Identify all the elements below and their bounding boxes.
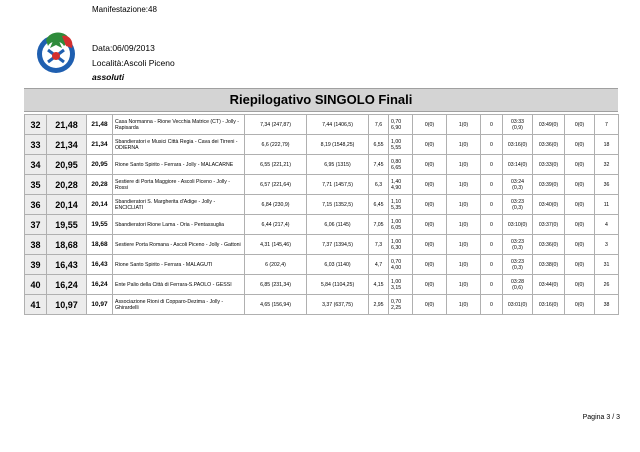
- count-3-cell: 0: [481, 215, 503, 235]
- group-name-cell: Sbandieratori S. Margherita d'Adige - Jolly - ENCICLIATI: [113, 195, 245, 215]
- score-2-cell: 6,95 (1315): [307, 155, 369, 175]
- count-4-cell: 0(0): [565, 215, 595, 235]
- score-3-cell: 7,6: [369, 115, 389, 135]
- order-cell: 3: [595, 235, 619, 255]
- order-cell: 31: [595, 255, 619, 275]
- time-1-cell: 03:14(0): [503, 155, 533, 175]
- group-name-cell: Associazione Rioni di Copparo-Dezima - Jolly - Ghirardelli: [113, 295, 245, 315]
- position-cell: 38: [25, 235, 47, 255]
- group-name-cell: Rione Santo Spirito - Ferrara - MALAGUTI: [113, 255, 245, 275]
- count-3-cell: 0: [481, 135, 503, 155]
- count-4-cell: 0(0): [565, 275, 595, 295]
- group-name-cell: Sestiere di Porta Maggiore - Ascoli Piceno - Jolly - Rossi: [113, 175, 245, 195]
- score-cell: 20,28: [87, 175, 113, 195]
- manifestazione-label: Manifestazione:48: [92, 5, 157, 14]
- category-label: assoluti: [92, 72, 125, 82]
- score-cell: 21,48: [87, 115, 113, 135]
- count-4-cell: 0(0): [565, 295, 595, 315]
- count-3-cell: 0: [481, 275, 503, 295]
- page-title: Riepilogativo SINGOLO Finali: [24, 88, 618, 112]
- count-4-cell: 0(0): [565, 235, 595, 255]
- position-cell: 32: [25, 115, 47, 135]
- table-row: [25, 295, 619, 315]
- count-1-cell: 0(0): [413, 135, 447, 155]
- count-2-cell: 1(0): [447, 155, 481, 175]
- count-1-cell: 0(0): [413, 275, 447, 295]
- penalty-cell: 1,00 6,05: [389, 215, 413, 235]
- group-name-cell: Ente Palio della Città di Ferrara-S.PAOLO - GESSI: [113, 275, 245, 295]
- count-1-cell: 0(0): [413, 155, 447, 175]
- time-1-cell: 03:01(0): [503, 295, 533, 315]
- count-4-cell: 0(0): [565, 155, 595, 175]
- order-cell: 4: [595, 215, 619, 235]
- score-2-cell: 6,03 (1140): [307, 255, 369, 275]
- total-score-cell: 16,43: [47, 255, 87, 275]
- penalty-cell: 1,10 5,35: [389, 195, 413, 215]
- table-row: [25, 175, 619, 195]
- count-1-cell: 0(0): [413, 295, 447, 315]
- score-cell: 16,43: [87, 255, 113, 275]
- score-3-cell: 7,45: [369, 155, 389, 175]
- count-4-cell: 0(0): [565, 115, 595, 135]
- time-2-cell: 03:40(0): [533, 195, 565, 215]
- score-cell: 19,55: [87, 215, 113, 235]
- count-1-cell: 0(0): [413, 235, 447, 255]
- total-score-cell: 19,55: [47, 215, 87, 235]
- table-row: [25, 115, 619, 135]
- count-3-cell: 0: [481, 175, 503, 195]
- score-3-cell: 4,15: [369, 275, 389, 295]
- score-cell: 20,14: [87, 195, 113, 215]
- count-2-cell: 1(0): [447, 275, 481, 295]
- count-3-cell: 0: [481, 155, 503, 175]
- score-1-cell: 7,34 (247,87): [245, 115, 307, 135]
- score-2-cell: 7,37 (1394,5): [307, 235, 369, 255]
- count-2-cell: 1(0): [447, 235, 481, 255]
- score-1-cell: 4,65 (156,94): [245, 295, 307, 315]
- count-1-cell: 0(0): [413, 215, 447, 235]
- penalty-cell: 0,70 6,90: [389, 115, 413, 135]
- count-4-cell: 0(0): [565, 195, 595, 215]
- time-2-cell: 03:36(0): [533, 135, 565, 155]
- table-row: [25, 235, 619, 255]
- order-cell: 7: [595, 115, 619, 135]
- position-cell: 33: [25, 135, 47, 155]
- count-2-cell: 1(0): [447, 115, 481, 135]
- count-3-cell: 0: [481, 115, 503, 135]
- table-row: [25, 255, 619, 275]
- score-2-cell: 8,19 (1548,25): [307, 135, 369, 155]
- results-table: [24, 114, 619, 315]
- group-name-cell: Casa Normanna - Rione Vecchia Matrice (CT) - Jolly - Rapisarda: [113, 115, 245, 135]
- time-2-cell: 03:33(0): [533, 155, 565, 175]
- position-cell: 40: [25, 275, 47, 295]
- order-cell: 26: [595, 275, 619, 295]
- penalty-cell: 0,70 4,00: [389, 255, 413, 275]
- count-1-cell: 0(0): [413, 175, 447, 195]
- penalty-cell: 0,80 6,65: [389, 155, 413, 175]
- score-cell: 20,95: [87, 155, 113, 175]
- group-name-cell: Sbandieratori e Musici Città Regia - Cava dei Tirreni - ODIERNA: [113, 135, 245, 155]
- time-1-cell: 03:16(0): [503, 135, 533, 155]
- score-2-cell: 7,71 (1457,5): [307, 175, 369, 195]
- time-2-cell: 03:44(0): [533, 275, 565, 295]
- count-1-cell: 0(0): [413, 195, 447, 215]
- score-2-cell: 6,06 (1145): [307, 215, 369, 235]
- count-2-cell: 1(0): [447, 295, 481, 315]
- order-cell: 38: [595, 295, 619, 315]
- count-3-cell: 0: [481, 195, 503, 215]
- time-1-cell: 03:24 (0,3): [503, 175, 533, 195]
- page-number: Pagina 3 / 3: [582, 414, 620, 421]
- total-score-cell: 16,24: [47, 275, 87, 295]
- penalty-cell: 1,40 4,90: [389, 175, 413, 195]
- group-name-cell: Rione Santo Spirito - Ferrara - Jolly - MALACARNE: [113, 155, 245, 175]
- score-cell: 16,24: [87, 275, 113, 295]
- score-cell: 18,68: [87, 235, 113, 255]
- position-cell: 35: [25, 175, 47, 195]
- time-1-cell: 03:33 (0,9): [503, 115, 533, 135]
- score-2-cell: 5,84 (1104,25): [307, 275, 369, 295]
- location-label: Località:Ascoli Piceno: [92, 58, 175, 68]
- order-cell: 11: [595, 195, 619, 215]
- score-2-cell: 7,44 (1406,5): [307, 115, 369, 135]
- score-1-cell: 6,44 (217,4): [245, 215, 307, 235]
- time-1-cell: 03:10(0): [503, 215, 533, 235]
- table-row: [25, 155, 619, 175]
- count-2-cell: 1(0): [447, 175, 481, 195]
- score-3-cell: 6,3: [369, 175, 389, 195]
- score-3-cell: 4,7: [369, 255, 389, 275]
- group-name-cell: Sestiere Porta Romana - Ascoli Piceno - Jolly - Gattoni: [113, 235, 245, 255]
- table-row: [25, 215, 619, 235]
- penalty-cell: 1,00 3,15: [389, 275, 413, 295]
- group-name-cell: Sbandieratori Rione Lama - Oria - Pentassuglia: [113, 215, 245, 235]
- score-3-cell: 6,55: [369, 135, 389, 155]
- position-cell: 39: [25, 255, 47, 275]
- score-3-cell: 6,45: [369, 195, 389, 215]
- penalty-cell: 1,00 6,30: [389, 235, 413, 255]
- date-label: Data:06/09/2013: [92, 43, 155, 53]
- time-2-cell: 03:38(0): [533, 255, 565, 275]
- score-1-cell: 6,84 (230,9): [245, 195, 307, 215]
- score-1-cell: 6,85 (231,34): [245, 275, 307, 295]
- time-1-cell: 03:28 (0,6): [503, 275, 533, 295]
- count-1-cell: 0(0): [413, 255, 447, 275]
- count-4-cell: 0(0): [565, 135, 595, 155]
- count-1-cell: 0(0): [413, 115, 447, 135]
- federation-logo-icon: [28, 24, 84, 80]
- time-2-cell: 03:37(0): [533, 215, 565, 235]
- score-1-cell: 4,31 (145,46): [245, 235, 307, 255]
- order-cell: 32: [595, 155, 619, 175]
- table-row: [25, 275, 619, 295]
- position-cell: 37: [25, 215, 47, 235]
- score-1-cell: 6,55 (221,21): [245, 155, 307, 175]
- time-1-cell: 03:23 (0,3): [503, 235, 533, 255]
- count-4-cell: 0(0): [565, 175, 595, 195]
- count-2-cell: 1(0): [447, 215, 481, 235]
- count-4-cell: 0(0): [565, 255, 595, 275]
- total-score-cell: 10,97: [47, 295, 87, 315]
- score-cell: 10,97: [87, 295, 113, 315]
- position-cell: 36: [25, 195, 47, 215]
- time-2-cell: 03:49(0): [533, 115, 565, 135]
- position-cell: 34: [25, 155, 47, 175]
- table-row: [25, 135, 619, 155]
- time-1-cell: 03:23 (0,3): [503, 255, 533, 275]
- count-3-cell: 0: [481, 255, 503, 275]
- total-score-cell: 20,28: [47, 175, 87, 195]
- score-1-cell: 6 (202,4): [245, 255, 307, 275]
- time-2-cell: 03:36(0): [533, 235, 565, 255]
- penalty-cell: 1,00 5,55: [389, 135, 413, 155]
- score-3-cell: 2,95: [369, 295, 389, 315]
- score-3-cell: 7,3: [369, 235, 389, 255]
- score-2-cell: 7,15 (1352,5): [307, 195, 369, 215]
- score-2-cell: 3,37 (637,75): [307, 295, 369, 315]
- total-score-cell: 20,14: [47, 195, 87, 215]
- count-2-cell: 1(0): [447, 255, 481, 275]
- count-2-cell: 1(0): [447, 135, 481, 155]
- table-row: [25, 195, 619, 215]
- total-score-cell: 21,48: [47, 115, 87, 135]
- count-3-cell: 0: [481, 235, 503, 255]
- order-cell: 36: [595, 175, 619, 195]
- time-1-cell: 03:23 (0,3): [503, 195, 533, 215]
- count-2-cell: 1(0): [447, 195, 481, 215]
- position-cell: 41: [25, 295, 47, 315]
- time-2-cell: 03:16(0): [533, 295, 565, 315]
- total-score-cell: 18,68: [47, 235, 87, 255]
- score-1-cell: 6,57 (221,64): [245, 175, 307, 195]
- count-3-cell: 0: [481, 295, 503, 315]
- penalty-cell: 0,70 2,25: [389, 295, 413, 315]
- total-score-cell: 20,95: [47, 155, 87, 175]
- total-score-cell: 21,34: [47, 135, 87, 155]
- score-1-cell: 6,6 (222,79): [245, 135, 307, 155]
- score-cell: 21,34: [87, 135, 113, 155]
- order-cell: 18: [595, 135, 619, 155]
- score-3-cell: 7,05: [369, 215, 389, 235]
- time-2-cell: 03:39(0): [533, 175, 565, 195]
